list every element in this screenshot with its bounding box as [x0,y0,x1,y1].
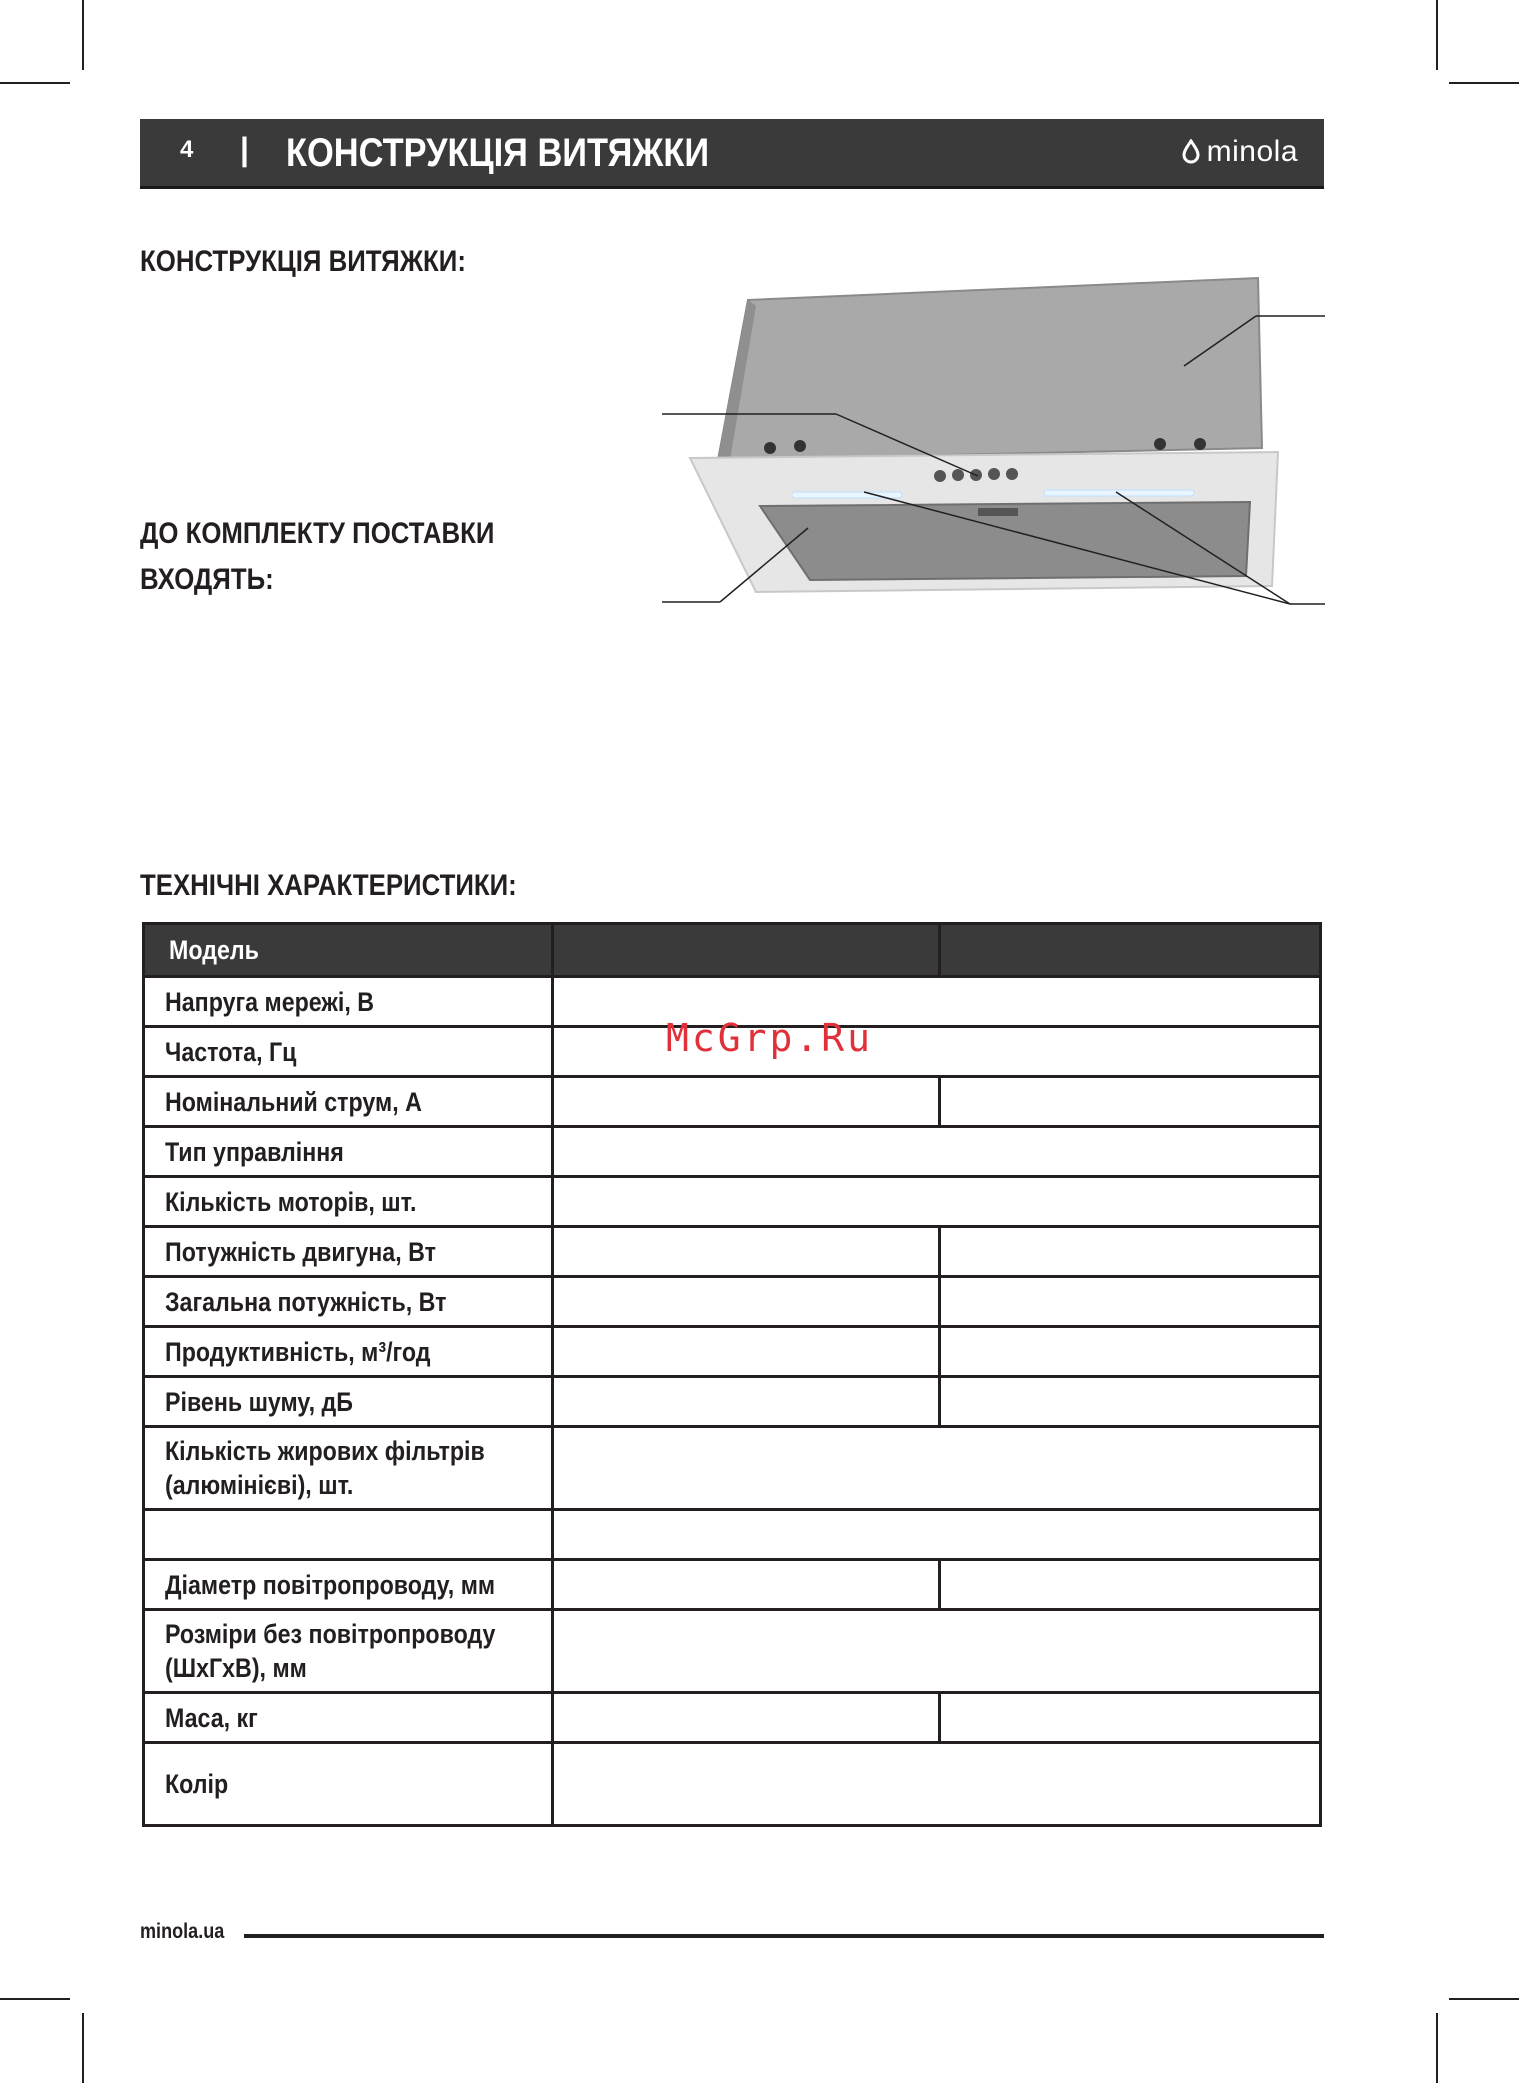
value-cell [552,1377,940,1427]
value-cell [940,1560,1321,1610]
table-row [144,1327,1321,1377]
hood-housing [718,278,1262,460]
hood-diagram [660,270,1325,620]
value-cell [552,1693,940,1743]
footer-rule [244,1934,1324,1938]
model-cell [552,924,940,977]
table-row [144,1427,1321,1510]
watermark: McGrp.Ru [666,1016,874,1060]
crop-mark [0,82,70,84]
crop-mark [1436,0,1438,70]
package-heading-line1: ДО КОМПЛЕКТУ ПОСТАВКИ [140,517,495,550]
row-label: Рівень шуму, дБ [165,1386,353,1417]
row-label: Загальна потужність, Вт [165,1286,447,1317]
row-label: Продуктивність, м³/год [165,1336,431,1367]
control-button [952,469,964,481]
table-row [144,1560,1321,1610]
row-label: Діаметр повітропроводу, мм [165,1569,496,1600]
table-row [144,1227,1321,1277]
footer-site-link[interactable]: minola.ua [140,1920,225,1943]
value-cell [552,1077,940,1127]
model-label: Модель [169,935,259,965]
row-label: (алюмінієві), шт. [165,1470,354,1500]
value-cell [552,1277,940,1327]
led-light [1044,490,1194,496]
row-label: Кількість жирових фільтрів [165,1436,485,1466]
crop-mark [1449,82,1519,84]
model-cell [940,924,1321,977]
value-cell [940,1693,1321,1743]
row-label: Номінальний струм, А [165,1086,422,1117]
logo-text: minola [1206,135,1298,168]
page-header [140,119,1324,189]
value-cell [552,1127,1320,1177]
row-label: Тип управління [165,1136,344,1167]
value-cell [940,1077,1321,1127]
crop-mark [82,0,84,70]
table-row [144,1377,1321,1427]
control-button [1006,468,1018,480]
page-title: КОНСТРУКЦІЯ ВИТЯЖКИ [286,131,710,175]
control-button [988,468,1000,480]
row-label: Кількість моторів, шт. [165,1186,417,1217]
crop-mark [0,1998,70,2000]
value-cell [552,1510,1320,1560]
logo-drop-icon [1181,139,1201,165]
value-cell [940,1277,1321,1327]
crop-mark [1449,1998,1519,2000]
row-label: Маса, кг [165,1702,258,1733]
table-row [144,1127,1321,1177]
value-cell [552,1327,940,1377]
table-row [144,1693,1321,1743]
value-cell [552,1177,1320,1227]
value-cell [552,1227,940,1277]
row-label: (ШхГхВ), мм [165,1653,307,1683]
crop-mark [82,2013,84,2083]
header-separator: | [240,131,249,167]
row-label: Колір [165,1769,229,1799]
brand-logo [1181,135,1298,169]
model-label-cell [144,924,553,977]
specs-heading: ТЕХНІЧНІ ХАРАКТЕРИСТИКИ: [140,869,517,902]
row-label: Потужність двигуна, Вт [165,1236,436,1267]
table-row [144,1610,1321,1693]
page-number: 4 [180,136,194,163]
row-label: Частота, Гц [165,1036,297,1067]
value-cell [552,1610,1320,1693]
value-cell [940,1227,1321,1277]
table-row [144,1743,1321,1826]
table-row [144,1510,1321,1560]
table-row [144,1177,1321,1227]
value-cell [940,1327,1321,1377]
table-row [144,1277,1321,1327]
design-heading: КОНСТРУКЦІЯ ВИТЯЖКИ: [140,245,466,278]
row-label: Розміри без повітропроводу [165,1619,496,1649]
value-cell [552,1560,940,1610]
table-header-row [144,924,1321,977]
value-cell [552,1743,1320,1826]
crop-mark [1436,2013,1438,2083]
table-row [144,1077,1321,1127]
row-label: Напруга мережі, В [165,986,375,1017]
package-heading-line2: ВХОДЯТЬ: [140,563,274,596]
control-button [934,470,946,482]
value-cell [940,1377,1321,1427]
value-cell [552,1427,1320,1510]
